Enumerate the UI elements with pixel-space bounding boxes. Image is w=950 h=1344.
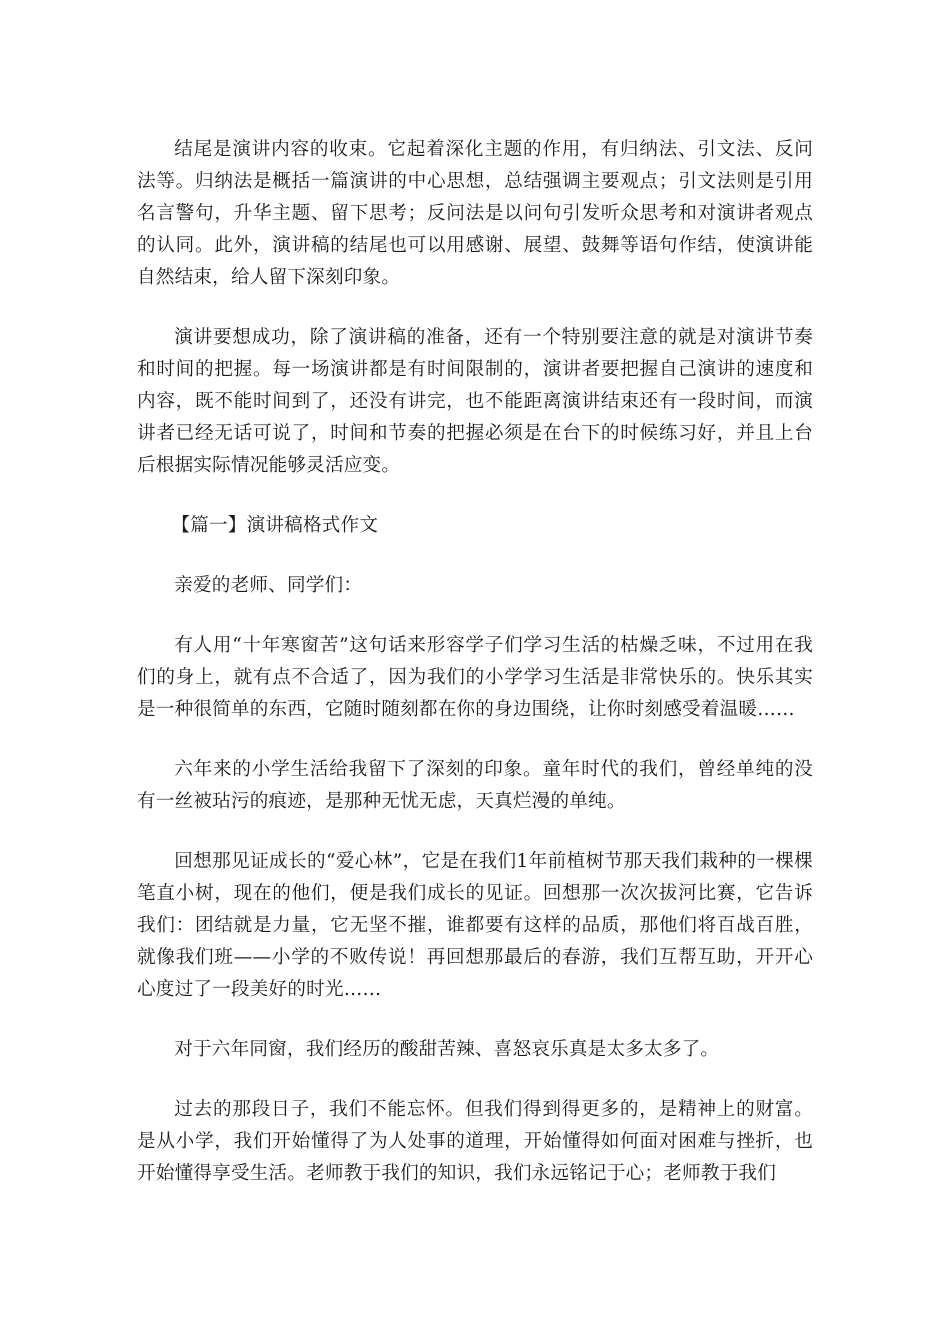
document-body bbox=[137, 134, 813, 1218]
salutation: 亲爱的老师、同学们： bbox=[174, 575, 363, 596]
paragraph-rhythm-and-timing: 演讲要想成功，除了演讲稿的准备，还有一个特别要注意的就是对演讲节奏和时间的把握。每一场演讲都是有时间限制的，演讲者要把握自己演讲的速度和内容，既不能时间到了，还没有讲完，也不能距离演讲结束还有一段时间，而演讲者已经无话可说了，时间和节奏的把握必须是在台下的时候练习好，并且上台后根据实际情况能够灵活应变。 bbox=[137, 327, 813, 476]
section-heading: 【篇一】演讲稿格式作文 bbox=[171, 515, 379, 536]
paragraph-classmates: 对于六年同窗，我们经历的酸甜苦辣、喜怒哀乐真是太多太多了。 bbox=[174, 1039, 720, 1060]
paragraph-memories: 回想那见证成长的“爱心林”，它是在我们1年前植树节那天我们栽种的一棵棵笔直小树，现在的他们，便是我们成长的见证。回想那一次次拔河比赛，它告诉我们：团结就是力量，它无坚不摧，谁都要有这样的品质，那他们将百战百胜，就像我们班——小学的不败传说！再回想那最后的春游，我们互帮互助，开开心心度过了一段美好的时光…… bbox=[137, 851, 813, 1000]
paragraph-spiritual-wealth: 过去的那段日子，我们不能忘怀。但我们得到得更多的，是精神上的财富。是从小学，我们开始懂得了为人处事的道理，开始懂得如何面对困难与挫折，也开始懂得享受生活。老师教于我们的知识，我们永远铭记于心；老师教于我们 bbox=[137, 1099, 813, 1184]
paragraph-six-years-impression: 六年来的小学生活给我留下了深刻的印象。童年时代的我们，曾经单纯的没有一丝被玷污的痕迹，是那种无忧无虑，天真烂漫的单纯。 bbox=[137, 759, 813, 812]
paragraph-ending-methods: 结尾是演讲内容的收束。它起着深化主题的作用，有归纳法、引文法、反问法等。归纳法是概括一篇演讲的中心思想，总结强调主要观点；引文法则是引用名言警句，升华主题、留下思考；反问法是以问句引发听众思考和对演讲者观点的认同。此外，演讲稿的结尾也可以用感谢、展望、鼓舞等语句作结，使演讲能自然结束，给人留下深刻印象。 bbox=[137, 139, 813, 288]
paragraph-happy-study-life: 有人用“十年寒窗苦”这句话来形容学子们学习生活的枯燥乏味，不过用在我们的身上，就有点不合适了，因为我们的小学学习生活是非常快乐的。快乐其实是一种很简单的东西，它随时随刻都在你的身边围绕，让你时刻感受着温暖…… bbox=[137, 635, 813, 720]
